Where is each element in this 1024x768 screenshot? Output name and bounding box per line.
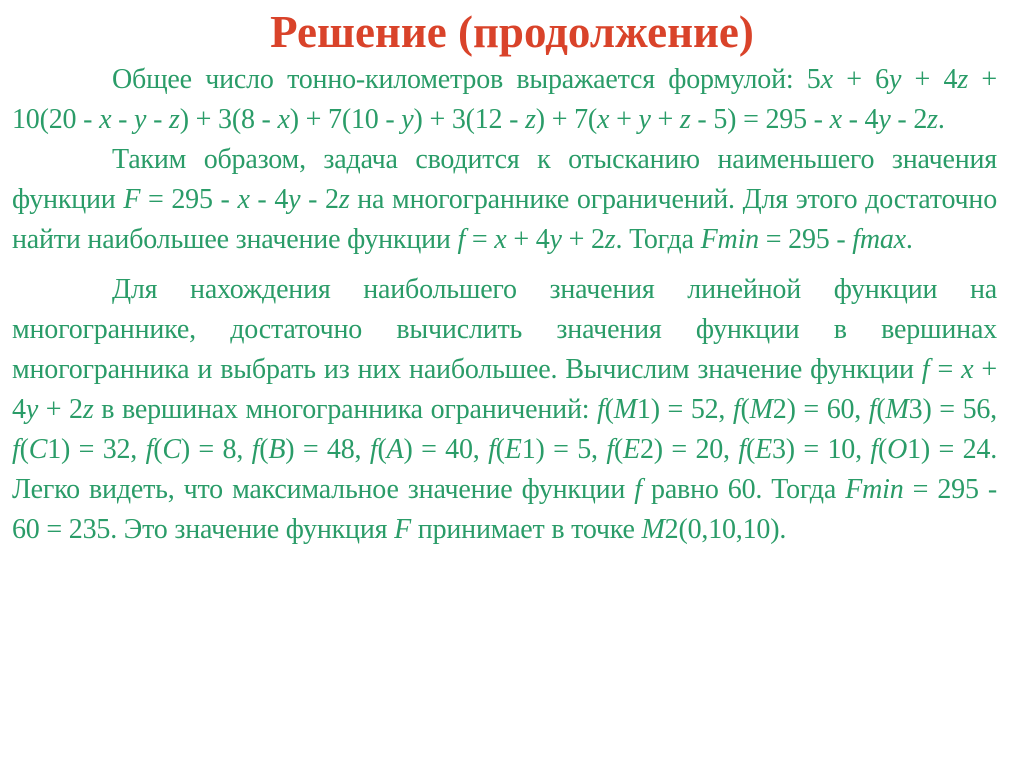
math-symbol: Fmin: [700, 224, 759, 255]
text-segment: - 2: [890, 104, 928, 135]
text-segment: - 4: [841, 104, 879, 135]
math-symbol: E: [504, 434, 522, 465]
math-symbol: f: [369, 434, 378, 465]
text-segment: + 4: [12, 354, 1004, 425]
text-segment: . Тогда: [615, 224, 701, 255]
math-symbol: f: [870, 434, 878, 465]
text-segment: (: [377, 434, 387, 465]
math-symbol: M: [749, 394, 773, 425]
math-symbol: f: [634, 474, 642, 505]
paragraph-formula: [12, 60, 1004, 140]
math-symbol: F: [394, 514, 411, 545]
math-symbol: f: [145, 434, 154, 465]
math-symbol: y: [288, 184, 301, 215]
paragraph-vertices: [12, 270, 1004, 550]
text-segment: 3) = 10,: [771, 434, 871, 465]
text-segment: равно 60. Тогда: [641, 474, 846, 505]
math-symbol: z: [169, 104, 180, 135]
math-symbol: Fmin: [845, 474, 904, 505]
text-segment: (: [740, 394, 750, 425]
math-symbol: C: [28, 434, 48, 465]
text-segment: (: [259, 434, 269, 465]
math-symbol: y: [25, 394, 39, 425]
slide-body: [12, 60, 1004, 550]
math-symbol: x: [237, 184, 250, 215]
text-segment: 1) = 5,: [521, 434, 607, 465]
text-segment: + 2: [561, 224, 605, 255]
text-segment: ) + 3(12 -: [413, 104, 526, 135]
text-segment: 1) = 32,: [47, 434, 146, 465]
text-segment: + 6: [832, 64, 889, 95]
math-symbol: M: [613, 394, 637, 425]
text-segment: (: [604, 394, 614, 425]
math-symbol: A: [386, 434, 404, 465]
text-segment: 1) = 52,: [636, 394, 733, 425]
text-segment: 1) = 24. Легко видеть, что максимальное значение функции: [12, 434, 1004, 505]
text-segment: = 295 - 60 = 235. Это значение функция: [12, 474, 1004, 545]
text-segment: = 295 -: [758, 224, 853, 255]
math-symbol: x: [829, 104, 842, 135]
slide-title: Решение (продолжение): [270, 7, 754, 57]
math-symbol: f: [457, 224, 466, 255]
text-segment: (: [495, 434, 505, 465]
paragraph-reduction: [12, 140, 1004, 260]
text-segment: 2) = 20,: [639, 434, 739, 465]
text-segment: .: [937, 104, 945, 135]
text-segment: +: [609, 104, 639, 135]
text-segment: ) + 7(10 -: [289, 104, 402, 135]
math-symbol: x: [494, 224, 507, 255]
math-symbol: x: [277, 104, 290, 135]
math-symbol: y: [549, 224, 562, 255]
math-symbol: B: [268, 434, 286, 465]
text-segment: =: [929, 354, 962, 385]
math-symbol: x: [597, 104, 610, 135]
math-symbol: M: [641, 514, 665, 545]
text-segment: ) = 48,: [285, 434, 370, 465]
math-symbol: f: [738, 434, 746, 465]
math-symbol: f: [597, 394, 605, 425]
text-segment: -: [111, 104, 135, 135]
text-segment: + 10(20 -: [12, 64, 1004, 135]
math-symbol: x: [961, 354, 974, 385]
math-symbol: fmax: [852, 224, 906, 255]
text-segment: Таким образом, задача сводится к отысканию наименьшего значения функции: [12, 144, 1004, 215]
text-segment: ) = 8,: [180, 434, 252, 465]
text-segment: (: [19, 434, 29, 465]
math-symbol: y: [134, 104, 147, 135]
text-segment: ) + 3(8 -: [179, 104, 278, 135]
math-symbol: z: [927, 104, 938, 135]
text-segment: - 4: [249, 184, 289, 215]
math-symbol: f: [868, 394, 877, 425]
math-symbol: f: [606, 434, 614, 465]
math-symbol: M: [885, 394, 909, 425]
text-segment: (: [153, 434, 163, 465]
math-symbol: z: [82, 394, 94, 425]
text-segment: ) = 40,: [403, 434, 489, 465]
math-symbol: z: [957, 64, 969, 95]
text-segment: на многограннике ограничений. Для этого достаточно найти наибольшее значение функции: [12, 184, 1004, 255]
math-symbol: C: [162, 434, 181, 465]
text-segment: + 4: [901, 64, 958, 95]
math-symbol: y: [401, 104, 414, 135]
math-symbol: x: [99, 104, 112, 135]
text-segment: + 2: [38, 394, 83, 425]
math-symbol: f: [12, 434, 20, 465]
math-symbol: z: [604, 224, 616, 255]
math-symbol: y: [638, 104, 651, 135]
text-segment: 3) = 56,: [908, 394, 1004, 425]
math-symbol: f: [921, 354, 930, 385]
math-symbol: f: [732, 394, 741, 425]
math-symbol: O: [887, 434, 908, 465]
text-segment: принимает в точке: [411, 514, 642, 545]
text-segment: (: [876, 394, 886, 425]
text-segment: +: [650, 104, 680, 135]
text-segment: ) + 7(: [535, 104, 598, 135]
text-segment: 2(0,10,10).: [664, 514, 787, 545]
math-symbol: z: [525, 104, 536, 135]
math-symbol: f: [488, 434, 496, 465]
text-segment: (: [877, 434, 888, 465]
text-segment: =: [465, 224, 495, 255]
math-symbol: z: [679, 104, 691, 135]
text-segment: - 5) = 295 -: [690, 104, 830, 135]
text-segment: -: [146, 104, 169, 135]
text-segment: - 2: [300, 184, 339, 215]
text-segment: + 4: [506, 224, 550, 255]
math-symbol: E: [623, 434, 640, 465]
math-symbol: E: [755, 434, 772, 465]
text-segment: (: [745, 434, 756, 465]
text-segment: 2) = 60,: [772, 394, 869, 425]
text-segment: (: [613, 434, 624, 465]
math-symbol: z: [338, 184, 350, 215]
math-symbol: f: [251, 434, 260, 465]
math-symbol: y: [878, 104, 891, 135]
text-segment: в вершинах многогранника ограничений:: [93, 394, 598, 425]
math-symbol: x: [820, 64, 833, 95]
text-segment: Общее число тонно-километров выражается формулой: 5: [112, 64, 821, 95]
math-symbol: F: [123, 184, 141, 215]
text-segment: .: [905, 224, 913, 255]
math-symbol: y: [888, 64, 902, 95]
text-segment: = 295 -: [140, 184, 238, 215]
text-segment: Для нахождения наибольшего значения линейной функции на многограннике, достаточно вычислить значения функции в вершинах многогранника и выбрать из них наибольшее. Вычислим значение функции: [12, 274, 1004, 385]
